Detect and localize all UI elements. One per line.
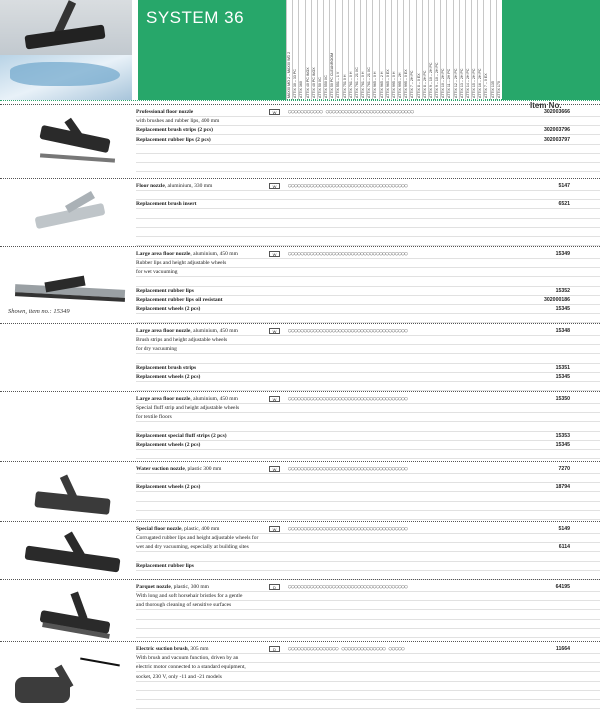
- product-image: [10, 475, 120, 535]
- model-label: ATTIX 9 – 10 – 2H PC: [428, 62, 433, 98]
- empty-row: [136, 382, 600, 391]
- item-number: 15352: [555, 287, 570, 294]
- product-row: [136, 200, 600, 209]
- product-name: Replacement rubber lips (2 pcs): [136, 136, 211, 143]
- item-number: 5147: [558, 183, 570, 189]
- product-text: [136, 673, 222, 682]
- product-text: [136, 601, 231, 610]
- empty-row: [136, 682, 600, 691]
- product-row: [136, 562, 600, 571]
- item-number: 64195: [555, 584, 570, 590]
- model-label: ATTIX 135: [490, 81, 495, 98]
- section-divider: [0, 391, 600, 392]
- product-text: [136, 592, 242, 601]
- product-name: Water suction nozzle: [136, 466, 185, 472]
- product-row: [136, 355, 600, 364]
- product-description: , aluminium, 450 mm: [190, 328, 238, 334]
- product-row: [136, 182, 600, 191]
- section-divider: [0, 579, 600, 580]
- model-label: ATTIX 761 – 0 H: [348, 71, 353, 98]
- model-label: ATTIX 8 – 0 EX: [416, 73, 421, 98]
- product-row: [136, 654, 600, 663]
- product-name: Special floor nozzle: [136, 526, 182, 532]
- product-row: [136, 305, 600, 314]
- model-label: ATTIX 761 – 0 H: [361, 71, 366, 98]
- product-row: [136, 525, 600, 534]
- product-text: [136, 654, 238, 663]
- item-number: 15348: [555, 328, 570, 334]
- model-label: ATTIX 40 PC INOX: [311, 67, 316, 98]
- product-row: [136, 465, 600, 474]
- model-label: ATTIX 995 – 0 H: [391, 71, 396, 98]
- model-label: ATTIX 14 – 2H PC: [465, 68, 470, 98]
- wet-dry-badge: W: [269, 396, 280, 402]
- product-text: [136, 404, 239, 413]
- item-number: 15345: [555, 442, 570, 448]
- header: [0, 0, 600, 100]
- product-text: [136, 117, 219, 126]
- product-description: for wet vacuuming: [136, 269, 178, 276]
- item-number: 15353: [555, 432, 570, 439]
- product-row: [136, 645, 600, 654]
- compatibility-marks: ○○○○○○○○○○○○○○○○○○○○○○○○○○○○○○○○○○○○○○: [288, 183, 408, 189]
- product-name: Large area floor nozzle: [136, 251, 191, 257]
- product-text: [136, 583, 209, 592]
- product-description: with brushes and rubber lips, 400 mm: [136, 118, 220, 125]
- section-divider: [0, 178, 600, 179]
- model-label: ATTIX 12 – 2H PC: [453, 68, 458, 98]
- product-row: [136, 296, 600, 305]
- model-label: ATTIX 11 – 2H PC: [447, 68, 452, 98]
- product-row: [136, 364, 600, 373]
- compatibility-marks: ○○○○○○○○○○○○○○○○○○○○○○○○○○○○○○○○○○○○○○: [288, 584, 408, 590]
- empty-row: [136, 502, 600, 511]
- model-label: ATTIX 360: [299, 81, 304, 98]
- product-text: [136, 373, 200, 382]
- empty-row: [136, 145, 600, 154]
- product-text: [136, 663, 246, 672]
- product-text: [136, 364, 196, 373]
- product-row: [136, 663, 600, 672]
- model-label: ATTIX 965 – 0 EX: [385, 69, 390, 98]
- product-row: [136, 373, 600, 382]
- product-row: [136, 268, 600, 277]
- product-name: Replacement rubber lips: [136, 562, 194, 569]
- model-label: ATTIX 40 PC INOX: [305, 67, 310, 98]
- model-label: ATTIX 16 – 2H PC: [478, 68, 483, 98]
- item-number: 302000186: [544, 297, 570, 303]
- empty-row: [136, 163, 600, 172]
- product-row: [136, 126, 600, 135]
- system-band: [138, 0, 286, 100]
- product-description: socket, 230 V, only -11 and -21 models: [136, 673, 222, 680]
- product-name: Large area floor nozzle: [136, 396, 191, 402]
- product-text: [136, 534, 258, 543]
- product-name: Replacement rubber lips: [136, 287, 194, 294]
- section-divider: [0, 461, 600, 462]
- empty-row: [136, 493, 600, 502]
- product-text: [136, 432, 227, 441]
- item-number: 7270: [558, 466, 570, 472]
- compatibility-marks: ○○○○○○○○○○○○○○○○○○○○○○○○○○○○○○○○○○○○○○: [288, 526, 408, 532]
- product-text: [136, 305, 200, 314]
- item-number: 302003666: [544, 109, 570, 115]
- model-label: ATTIX 13 – 2H PC: [459, 68, 464, 98]
- product-description: Special fluff strip and height adjustable wheels: [136, 405, 240, 412]
- product-text: [136, 645, 209, 654]
- product-text: [136, 287, 194, 296]
- empty-row: [136, 700, 600, 709]
- model-label: MAXXI MO 2 – MAXXI WD 2: [287, 51, 291, 98]
- product-row: [136, 191, 600, 200]
- item-number: 15345: [555, 374, 570, 380]
- model-label: ATTIX 995 – 0 EX: [404, 69, 409, 98]
- product-name: Replacement wheels (2 pcs): [136, 442, 201, 448]
- product-row: [136, 432, 600, 441]
- empty-row: [136, 237, 600, 246]
- product-row: [136, 108, 600, 117]
- product-row: [136, 601, 600, 610]
- section-divider: [0, 641, 600, 642]
- model-label: ATTIX 15 – 2H PC: [472, 68, 477, 98]
- product-description: , 305 mm: [187, 646, 209, 652]
- product-text: [136, 296, 223, 305]
- product-text: [136, 441, 200, 450]
- product-name: Electric suction brush: [136, 646, 188, 652]
- compatibility-marks: ○○○○○○○○○○○○○○○○○○○○○○○○○○○○○○○○○○○○○○: [288, 251, 408, 257]
- section-divider: [0, 104, 600, 105]
- section-divider: [0, 323, 600, 324]
- model-label: ATTIX 30 – 33 PC: [293, 69, 298, 98]
- empty-row: [136, 154, 600, 163]
- model-label: ATTIX 8 – 2H PC: [422, 70, 427, 98]
- product-row: [136, 336, 600, 345]
- product-image: [10, 588, 120, 648]
- model-label: ATTIX 965 – 2 H: [379, 71, 384, 98]
- product-name: Replacement wheels (2 pcs): [136, 306, 201, 313]
- product-row: [136, 534, 600, 543]
- product-row: [136, 250, 600, 259]
- product-description: for textile floors: [136, 414, 172, 421]
- wet-dry-badge: D: [269, 584, 280, 590]
- compatibility-marks: ○○○○○○○○○○○○○○○○○○○○○○○○○○○○○○○○○○○○○○: [288, 466, 408, 472]
- model-label: ATTIX 751 0 H: [342, 74, 347, 98]
- product-name: Replacement brush strips (2 pcs): [136, 127, 213, 134]
- product-description: Corrugated rubber lips and height adjustable wheels for: [136, 535, 259, 542]
- product-row: [136, 543, 600, 552]
- product-description: With long and soft horsehair bristles for a gentle: [136, 593, 243, 600]
- item-number: 11664: [555, 646, 570, 652]
- item-number: 6521: [558, 201, 570, 208]
- product-row: [136, 117, 600, 126]
- product-text: [136, 268, 178, 277]
- product-name: Parquet nozzle: [136, 584, 171, 590]
- item-number: 15350: [555, 396, 570, 402]
- right-band: [502, 0, 600, 100]
- product-row: [136, 278, 600, 287]
- item-number: 18794: [555, 484, 570, 491]
- item-number: 15351: [555, 364, 570, 371]
- product-name: Floor nozzle: [136, 183, 165, 189]
- model-label: ATTIX 995 – 2H: [398, 72, 403, 98]
- product-text: [136, 136, 211, 145]
- wet-dry-badge: W: [269, 109, 280, 115]
- product-row: [136, 345, 600, 354]
- product-description: , plastic, 400 mm: [181, 526, 220, 532]
- product-name: Replacement brush strips: [136, 364, 197, 371]
- product-name: Replacement brush insert: [136, 201, 197, 208]
- model-label: ATTIX 550 XC: [324, 75, 329, 98]
- product-part: [40, 153, 115, 162]
- product-image: [10, 530, 120, 590]
- model-label: ATTIX 965 – 0 H: [373, 71, 378, 98]
- product-description: , aluminium, 450 mm: [190, 251, 238, 257]
- model-columns: [286, 0, 502, 100]
- page-title: SYSTEM 36: [146, 8, 245, 27]
- compatibility-marks: ○○○○○○○○○○○○○○○○○○○○○○○○○○○○○○○○○○○○○○: [288, 396, 408, 402]
- empty-row: [136, 620, 600, 629]
- product-text: [136, 336, 227, 345]
- product-description: for dry vacuuming: [136, 346, 177, 353]
- empty-row: [136, 691, 600, 700]
- product-description: Rubber lips and height adjustable wheels: [136, 260, 227, 267]
- model-label: ATTIX 50 PC CLEANROOM: [330, 52, 335, 98]
- empty-row: [136, 219, 600, 228]
- wet-dry-badge: D: [269, 646, 280, 652]
- item-number: 15345: [555, 306, 570, 313]
- product-row: [136, 404, 600, 413]
- model-label: ATTIX 7 – 2H PC: [410, 70, 415, 98]
- empty-row: [136, 611, 600, 620]
- product-row: [136, 441, 600, 450]
- section-divider: [0, 521, 600, 522]
- empty-row: [136, 629, 600, 638]
- model-label: ATTIX 9 – 10 – 2H PC: [435, 62, 440, 98]
- product-row: [136, 395, 600, 404]
- product-row: [136, 136, 600, 145]
- product-description: , aluminium, 330 mm: [164, 183, 213, 189]
- product-name: Replacement wheels (2 pcs): [136, 374, 201, 380]
- product-description: Brush strips and height adjustable wheels: [136, 337, 228, 344]
- product-row: [136, 259, 600, 268]
- product-text: [136, 562, 194, 571]
- wet-dry-badge: W: [269, 251, 280, 257]
- product-row: [136, 673, 600, 682]
- compatibility-marks: ○○○○○○○○○○○ ○○○○○○○○○○○○○○○○○○○○○○○○○○○○: [288, 109, 414, 115]
- wet-dry-badge: W: [269, 526, 280, 532]
- product-row: [136, 287, 600, 296]
- wet-dry-badge: W: [269, 183, 280, 189]
- product-text: [136, 543, 249, 552]
- product-text: [136, 200, 197, 209]
- model-label: ATTIX 10 – 2H PC: [441, 68, 446, 98]
- product-row: [136, 327, 600, 336]
- product-image: [10, 655, 120, 715]
- product-description: , aluminium, 450 mm: [190, 396, 238, 402]
- product-text: [136, 345, 177, 354]
- item-number: 302003796: [544, 127, 570, 134]
- empty-row: [136, 210, 600, 219]
- product-description: , plastic, 300 mm: [170, 584, 209, 590]
- product-row: [136, 583, 600, 592]
- product-text: [136, 327, 238, 336]
- product-row: [136, 413, 600, 422]
- product-text: [136, 259, 226, 268]
- item-number: 5149: [558, 526, 570, 532]
- empty-row: [136, 450, 600, 459]
- product-image: [10, 118, 120, 178]
- item-number: 15349: [555, 251, 570, 257]
- product-part: [80, 658, 120, 667]
- product-description: With brush and vacuum function, driven by an: [136, 655, 239, 662]
- product-name: Replacement rubber lips oil resistant: [136, 297, 223, 303]
- product-text: [136, 250, 238, 259]
- product-name: Replacement special fluff strips (2 pcs): [136, 432, 227, 439]
- wet-dry-badge: W: [269, 466, 280, 472]
- product-text: [136, 126, 213, 135]
- product-image: [10, 190, 120, 250]
- compatibility-marks: ○○○○○○○○○○○○○○○○ ○○○○○○○○○○○○○○ ○○○○○: [288, 646, 405, 652]
- product-row: [136, 423, 600, 432]
- product-description: electric motor connected to a standard equipment,: [136, 664, 246, 671]
- product-text: [136, 395, 238, 404]
- product-text: [136, 182, 212, 191]
- product-description: , plastic 300 mm: [184, 466, 222, 472]
- product-row: [136, 592, 600, 601]
- product-description: wet and dry vacuuming, especially at building sites: [136, 544, 249, 551]
- product-name: Replacement wheels (2 pcs): [136, 484, 201, 491]
- section-divider: [0, 246, 600, 247]
- product-text: [136, 108, 193, 117]
- product-text: [136, 413, 172, 422]
- empty-row: [136, 511, 600, 520]
- product-name: Professional floor nozzle: [136, 109, 194, 115]
- header-divider: [0, 100, 600, 101]
- product-name: Large area floor nozzle: [136, 328, 191, 334]
- product-row: [136, 553, 600, 562]
- model-label: ATTIX 761 – 21 XC: [354, 67, 359, 98]
- wet-dry-badge: W: [269, 328, 280, 334]
- hero-image: [0, 0, 132, 100]
- product-image: [10, 265, 120, 325]
- item-number: 6114: [558, 544, 570, 551]
- item-number: 302003797: [544, 136, 570, 143]
- empty-row: [136, 228, 600, 237]
- compatibility-marks: ○○○○○○○○○○○○○○○○○○○○○○○○○○○○○○○○○○○○○○: [288, 328, 408, 334]
- model-label: ATTIX 170: [496, 81, 501, 98]
- product-row: [136, 483, 600, 492]
- product-row: [136, 474, 600, 483]
- model-label: ATTIX 551 – 1 V: [336, 71, 341, 98]
- shown-caption: Shown, item no.: 15349: [8, 308, 70, 315]
- product-text: [136, 465, 221, 474]
- product-text: [136, 525, 219, 534]
- item-no-heading: Item No.: [530, 101, 562, 110]
- product-description: and thorough cleaning of sensitive surfaces: [136, 602, 232, 609]
- model-label: ATTIX 761 – 21 XC: [367, 67, 372, 98]
- product-text: [136, 483, 200, 492]
- model-label: ATTIX 50 XC: [317, 77, 322, 98]
- model-label: ATTIX 7 – 0 EX: [484, 73, 489, 98]
